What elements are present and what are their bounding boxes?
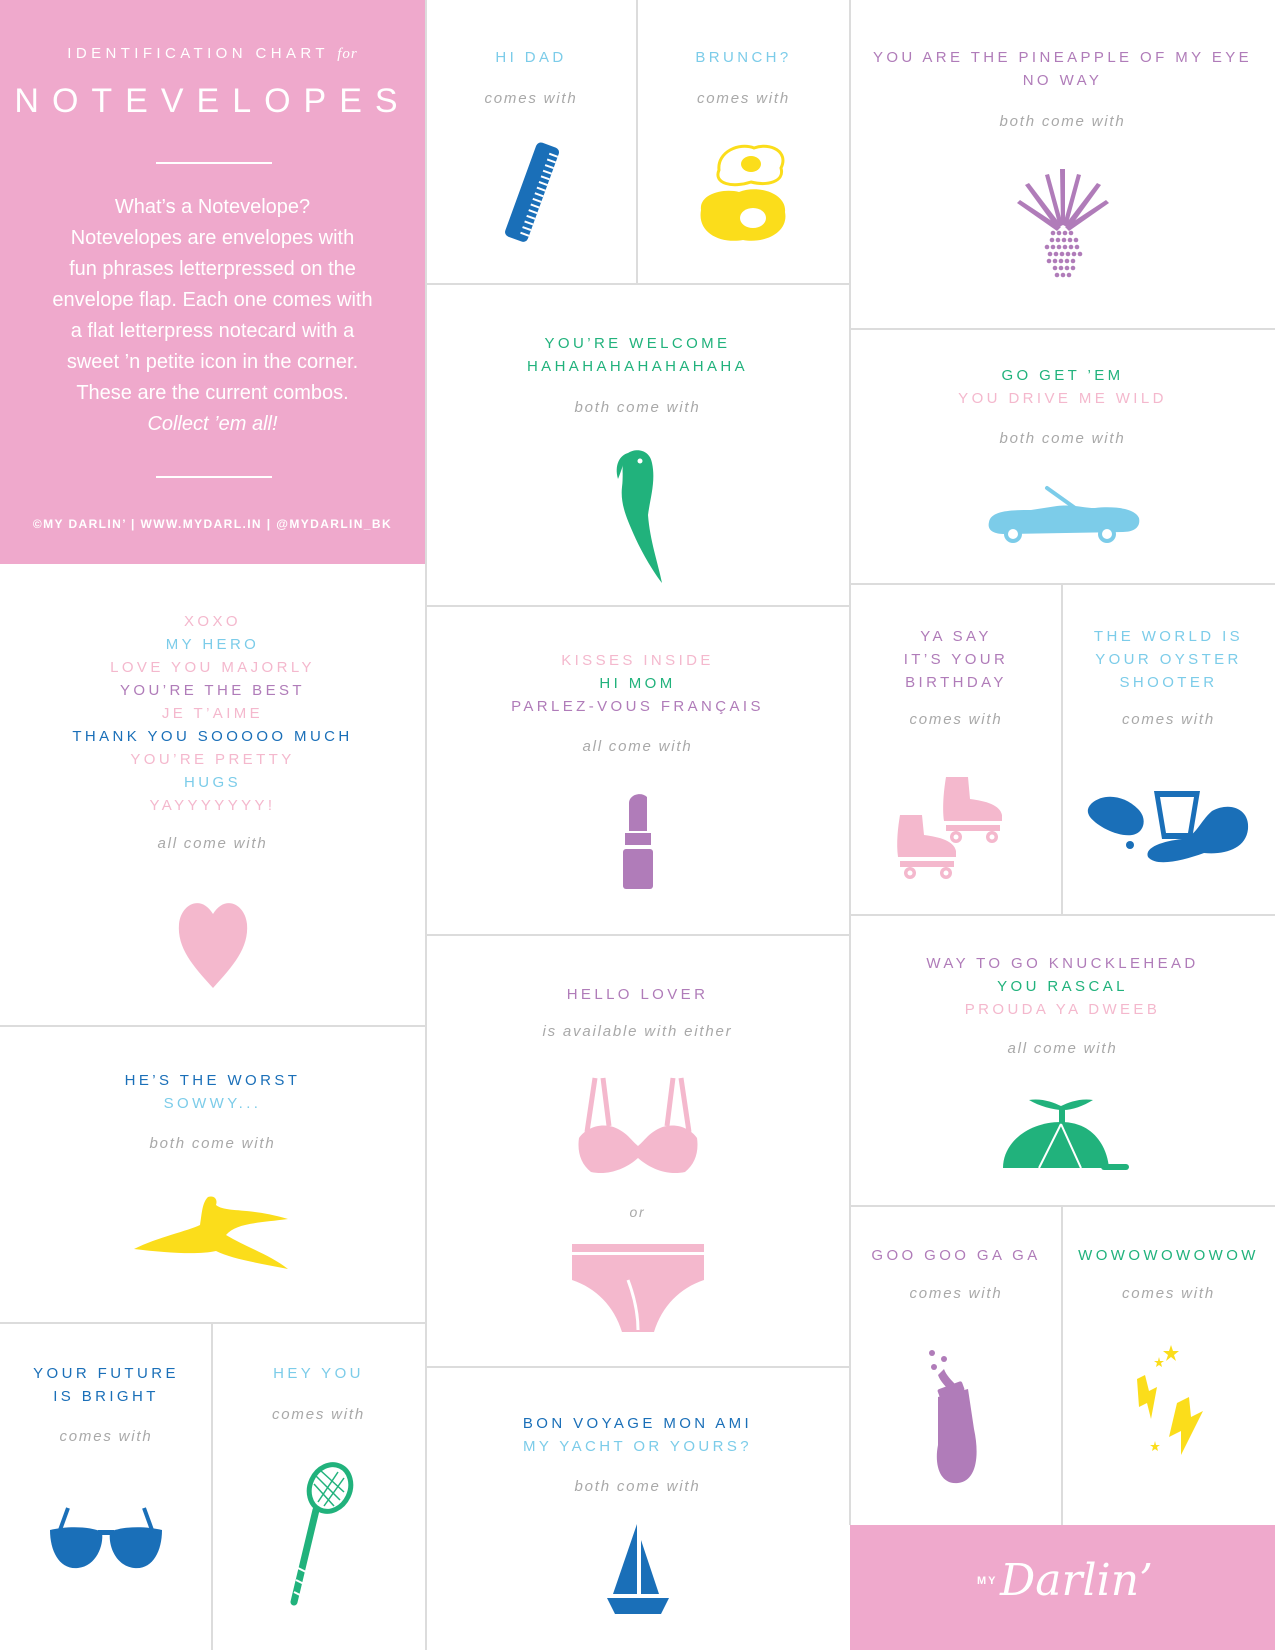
card-phrase: BON VOYAGE MON AMI bbox=[522, 1415, 753, 1432]
card-phrase: GOO GOO GA GA bbox=[871, 1247, 1041, 1264]
tennis-racket-icon bbox=[284, 1462, 354, 1612]
lightning-icon bbox=[1129, 1345, 1209, 1465]
divider bbox=[1061, 1205, 1063, 1525]
card-phrase: YOU ARE THE PINEAPPLE OF MY EYE bbox=[872, 49, 1253, 66]
card-wowowowowow bbox=[1062, 1205, 1275, 1525]
card-caption: all come with bbox=[1007, 1040, 1118, 1057]
divider bbox=[636, 0, 638, 283]
card-phrases bbox=[0, 610, 425, 817]
sunglasses-icon bbox=[46, 1504, 166, 1574]
card-phrases bbox=[850, 625, 1062, 694]
brand-prefix: MY bbox=[977, 1575, 998, 1587]
card-phrase: JE T’AIME bbox=[161, 705, 264, 722]
chart-eyebrow bbox=[0, 45, 425, 63]
card-phrase: HI DAD bbox=[495, 49, 567, 66]
oyster-shooter-icon bbox=[1084, 783, 1254, 883]
card-youre-welcome bbox=[425, 283, 850, 605]
intro-description bbox=[26, 192, 399, 440]
brand-logo: Darlin’ bbox=[1000, 1555, 1154, 1606]
card-phrase: LOVE YOU MAJORLY bbox=[110, 659, 315, 676]
bra-icon bbox=[573, 1072, 703, 1182]
eyebrow-for: for bbox=[337, 46, 358, 62]
intro-body-line: Notevelopes are envelopes with bbox=[70, 227, 355, 249]
divider-bottom bbox=[156, 476, 272, 478]
card-phrase: MY YACHT OR YOURS? bbox=[522, 1438, 753, 1455]
divider bbox=[850, 1205, 1275, 1207]
card-phrases bbox=[850, 1244, 1062, 1267]
card-phrases bbox=[425, 649, 850, 718]
card-phrase: IS BRIGHT bbox=[53, 1388, 159, 1405]
card-go-get-em bbox=[850, 328, 1275, 583]
comb-icon bbox=[501, 140, 561, 250]
divider bbox=[211, 1322, 213, 1650]
divider bbox=[1061, 583, 1063, 914]
card-phrase: YOUR OYSTER bbox=[1095, 651, 1242, 668]
card-brunch bbox=[637, 0, 850, 283]
card-caption: comes with bbox=[909, 711, 1003, 728]
card-caption: comes with bbox=[59, 1428, 153, 1445]
divider bbox=[425, 605, 850, 607]
card-phrase: MY HERO bbox=[165, 636, 260, 653]
eyebrow-text: IDENTIFICATION CHART bbox=[67, 45, 329, 62]
banana-peel-icon bbox=[128, 1193, 298, 1273]
intro-body-lines bbox=[52, 196, 372, 404]
briefs-icon bbox=[568, 1240, 708, 1336]
card-phrase: WAY TO GO KNUCKLEHEAD bbox=[926, 955, 1199, 972]
card-phrases bbox=[0, 1362, 212, 1408]
divider-top bbox=[156, 162, 272, 164]
card-phrases bbox=[425, 46, 637, 69]
parrot-icon bbox=[598, 445, 678, 585]
card-caption: comes with bbox=[484, 90, 578, 107]
card-caption: comes with bbox=[271, 1406, 366, 1423]
car-icon bbox=[983, 484, 1143, 544]
divider bbox=[425, 1366, 850, 1368]
card-your-future bbox=[0, 1322, 212, 1650]
card-phrase: SOWWY... bbox=[163, 1095, 262, 1112]
card-phrases bbox=[637, 46, 850, 69]
divider bbox=[425, 283, 850, 285]
card-phrases bbox=[1062, 625, 1275, 694]
card-caption: comes with bbox=[909, 1285, 1003, 1302]
card-kisses-inside bbox=[425, 605, 850, 934]
card-bon-voyage bbox=[425, 1366, 850, 1650]
card-phrases bbox=[850, 364, 1275, 410]
card-phrase: XOXO bbox=[184, 613, 241, 630]
card-xoxo bbox=[0, 564, 425, 1025]
eggs-icon bbox=[689, 140, 799, 250]
divider bbox=[425, 0, 427, 1650]
card-hi-dad bbox=[425, 0, 637, 283]
card-phrase: PROUDA YA DWEEB bbox=[964, 1001, 1161, 1018]
card-phrase: PARLEZ-VOUS FRANÇAIS bbox=[511, 698, 764, 715]
card-phrase: SHOOTER bbox=[1119, 674, 1218, 691]
card-phrase: BIRTHDAY bbox=[905, 674, 1007, 691]
intro-body-line: sweet ’n petite icon in the corner. bbox=[66, 351, 359, 373]
intro-body-line: What’s a Notevelope? bbox=[114, 196, 311, 218]
card-phrase: YOU’RE THE BEST bbox=[120, 682, 305, 699]
card-phrase: THANK YOU SOOOOO MUCH bbox=[72, 728, 353, 745]
card-caption: all come with bbox=[582, 738, 693, 755]
rollerskates-icon bbox=[896, 773, 1016, 883]
intro-panel bbox=[0, 0, 425, 564]
card-caption: comes with bbox=[1121, 1285, 1216, 1302]
divider bbox=[425, 934, 850, 936]
card-phrase: YOU’RE WELCOME bbox=[544, 335, 731, 352]
card-pineapple bbox=[850, 0, 1275, 328]
card-caption: comes with bbox=[1121, 711, 1216, 728]
intro-body-line: fun phrases letterpressed on the bbox=[69, 258, 356, 280]
card-phrase: HI MOM bbox=[599, 675, 676, 692]
lipstick-icon bbox=[613, 791, 663, 891]
brand-block bbox=[850, 1525, 1275, 1650]
propeller-cap-icon bbox=[993, 1096, 1133, 1176]
heart-icon bbox=[173, 894, 253, 990]
card-phrase: KISSES INSIDE bbox=[561, 652, 714, 669]
card-caption: both come with bbox=[574, 399, 701, 416]
divider bbox=[850, 328, 1275, 330]
credits: ©MY DARLIN’ | WWW.MYDARL.IN | @MYDARLIN_BK bbox=[32, 517, 393, 531]
intro-body-line: envelope flap. Each one comes with bbox=[52, 289, 373, 311]
card-phrases bbox=[850, 952, 1275, 1021]
card-phrase: YOU RASCAL bbox=[997, 978, 1128, 995]
card-phrase: WOWOWOWOWOW bbox=[1078, 1247, 1259, 1264]
intro-callout: Collect ’em all! bbox=[147, 413, 278, 435]
card-phrase: YOU’RE PRETTY bbox=[130, 751, 295, 768]
card-phrase: HAHAHAHAHAHAHAHA bbox=[526, 358, 749, 375]
card-phrase: THE WORLD IS bbox=[1093, 628, 1244, 645]
card-caption: both come with bbox=[999, 113, 1126, 130]
card-phrases bbox=[1062, 1244, 1275, 1267]
baby-bottle-icon bbox=[916, 1345, 996, 1485]
intro-body-line: a flat letterpress notecard with a bbox=[70, 320, 355, 342]
card-caption: all come with bbox=[157, 835, 268, 852]
card-hello-lover bbox=[425, 934, 850, 1366]
divider bbox=[0, 1025, 425, 1027]
divider bbox=[0, 1322, 425, 1324]
intro-body-line: These are the current combos. bbox=[76, 382, 349, 404]
card-knucklehead bbox=[850, 914, 1275, 1205]
card-phrase: NO WAY bbox=[1022, 72, 1103, 89]
card-phrase: GO GET ’EM bbox=[1001, 367, 1124, 384]
card-caption: is available with either bbox=[542, 1023, 733, 1040]
card-caption: both come with bbox=[574, 1478, 701, 1495]
card-phrase: YOU DRIVE ME WILD bbox=[958, 390, 1167, 407]
card-goo-goo-ga-ga bbox=[850, 1205, 1062, 1525]
card-phrases bbox=[425, 983, 850, 1006]
divider bbox=[849, 0, 851, 1525]
or-label: or bbox=[629, 1204, 646, 1220]
divider bbox=[850, 914, 1275, 916]
card-phrases bbox=[0, 1069, 425, 1115]
card-world-oyster bbox=[1062, 583, 1275, 914]
card-caption: both come with bbox=[149, 1135, 276, 1152]
card-phrase: YOUR FUTURE bbox=[33, 1365, 179, 1382]
card-phrase: IT’S YOUR bbox=[903, 651, 1009, 668]
card-phrase: YAYYYYYYY! bbox=[149, 797, 276, 814]
card-phrase: HEY YOU bbox=[273, 1365, 364, 1382]
card-phrases bbox=[850, 46, 1275, 92]
card-caption: both come with bbox=[999, 430, 1126, 447]
card-phrase: HUGS bbox=[184, 774, 241, 791]
card-caption: comes with bbox=[696, 90, 791, 107]
card-phrase: HELLO LOVER bbox=[566, 986, 709, 1003]
card-phrase: HE’S THE WORST bbox=[124, 1072, 301, 1089]
card-hes-the-worst bbox=[0, 1025, 425, 1322]
pineapple-icon bbox=[1013, 163, 1113, 283]
page-title: NOTEVELOPES bbox=[14, 82, 411, 120]
card-phrases bbox=[425, 1412, 850, 1458]
card-phrase: BRUNCH? bbox=[695, 49, 792, 66]
card-phrases bbox=[425, 332, 850, 378]
divider bbox=[850, 583, 1275, 585]
card-phrase: YA SAY bbox=[920, 628, 992, 645]
card-phrases bbox=[212, 1362, 425, 1385]
card-hey-you bbox=[212, 1322, 425, 1650]
sailboat-icon bbox=[603, 1520, 673, 1620]
card-birthday bbox=[850, 583, 1062, 914]
